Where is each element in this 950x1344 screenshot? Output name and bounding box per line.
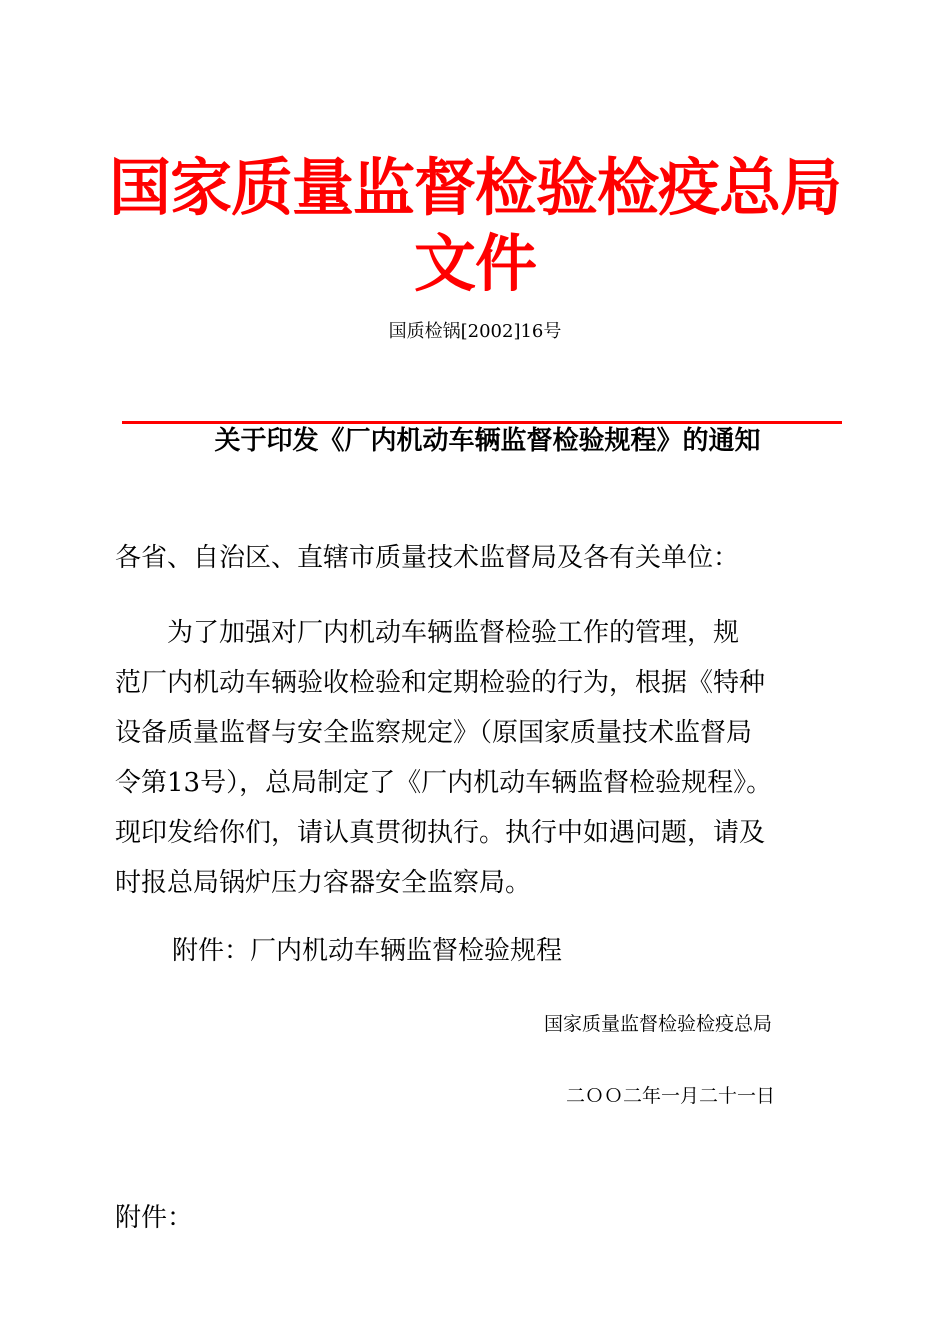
notice-title: 关于印发《厂内机动车辆监督检验规程》的通知 — [214, 426, 761, 456]
issue-date: 二ＯＯ二年一月二十一日 — [566, 1085, 776, 1107]
body-line: 令第13号），总局制定了《厂内机动车辆监督检验规程》。 — [115, 768, 773, 798]
body-line: 为了加强对厂内机动车辆监督检验工作的管理，规 — [115, 618, 740, 648]
attachment-note: 附件：厂内机动车辆监督检验规程 — [172, 936, 563, 966]
body-line: 范厂内机动车辆验收检验和定期检验的行为，根据《特种 — [115, 668, 766, 698]
document-number: 国质检锅[2002]16号 — [388, 321, 562, 342]
body-line: 现印发给你们，请认真贯彻执行。执行中如遇问题，请及 — [115, 818, 766, 848]
salutation: 各省、自治区、直辖市质量技术监督局及各有关单位： — [115, 543, 740, 573]
body-line: 设备质量监督与安全监察规定》（原国家质量技术监督局 — [115, 718, 753, 748]
body-line: 时报总局锅炉压力容器安全监察局。 — [115, 868, 532, 898]
body-paragraph — [115, 608, 837, 908]
document-header-title: 国家质量监督检验检疫总局文件 — [108, 151, 841, 300]
issuer-signature: 国家质量监督检验检疫总局 — [544, 1013, 773, 1035]
attachment-label: 附件： — [115, 1203, 194, 1233]
